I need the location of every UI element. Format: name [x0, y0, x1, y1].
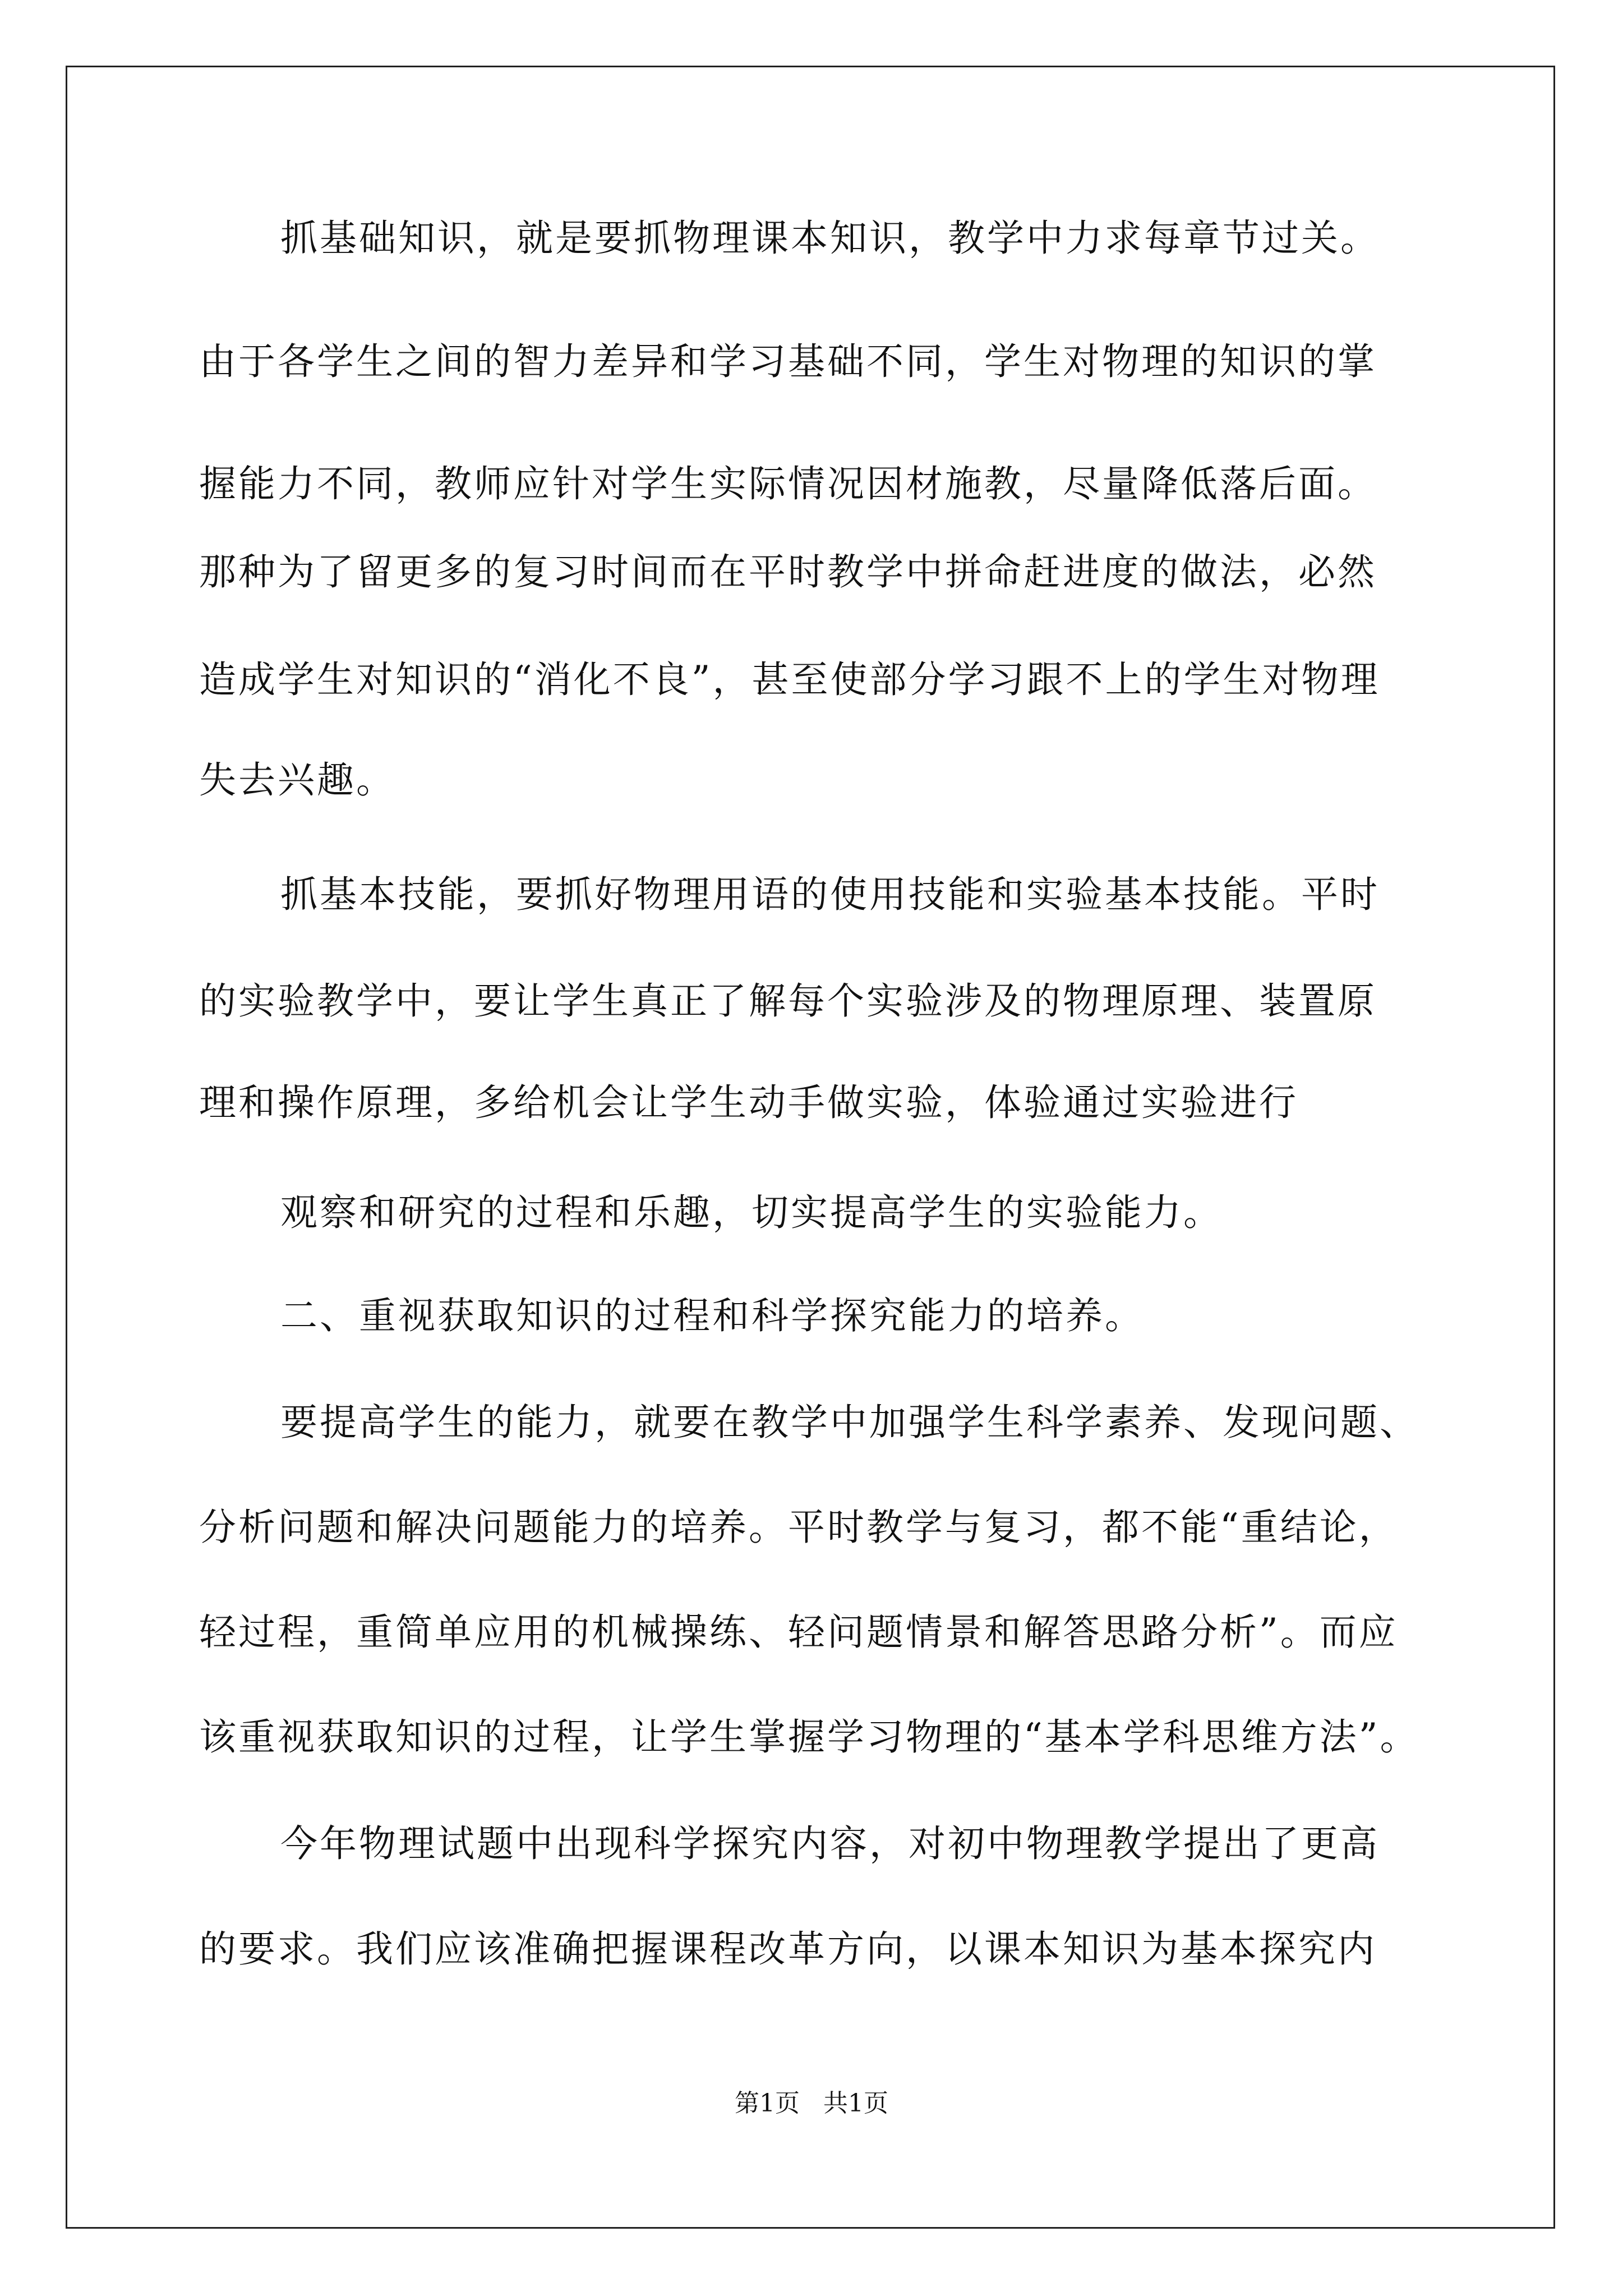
- text-line: 抓基本技能，要抓好物理用语的使用技能和实验基本技能。平时: [280, 873, 1380, 916]
- text-line: 造成学生对知识的“消化不良”，甚至使部分学习跟不上的学生对物理: [199, 658, 1380, 701]
- text-line: 握能力不同，教师应针对学生实际情况因材施教，尽量降低落后面。: [199, 462, 1377, 505]
- text-line: 理和操作原理，多给机会让学生动手做实验，体验通过实验进行: [199, 1081, 1298, 1124]
- text-line: 观察和研究的过程和乐趣，切实提高学生的实验能力。: [280, 1191, 1223, 1234]
- text-line: 分析问题和解决问题能力的培养。平时教学与复习，都不能“重结论，: [199, 1506, 1398, 1549]
- text-line: 失去兴趣。: [199, 758, 395, 802]
- page-number-footer: 第1页 共1页: [735, 2089, 888, 2118]
- text-line: 要提高学生的能力，就要在教学中加强学生科学素养、发现问题、: [280, 1401, 1419, 1444]
- page-border: [66, 66, 1555, 2229]
- text-line: 那种为了留更多的复习时间而在平时教学中拼命赶进度的做法，必然: [199, 550, 1377, 593]
- text-line: 抓基础知识，就是要抓物理课本知识，教学中力求每章节过关。: [280, 217, 1380, 260]
- section-heading: 二、重视获取知识的过程和科学探究能力的培养。: [280, 1294, 1144, 1337]
- text-line: 今年物理试题中出现科学探究内容，对初中物理教学提出了更高: [280, 1822, 1380, 1865]
- text-line: 的实验教学中，要让学生真正了解每个实验涉及的物理原理、装置原: [199, 979, 1377, 1023]
- text-line: 该重视获取知识的过程，让学生掌握学习物理的“基本学科思维方法”。: [199, 1715, 1419, 1759]
- text-line: 轻过程，重简单应用的机械操练、轻问题情景和解答思路分析”。而应: [199, 1611, 1398, 1654]
- text-line: 由于各学生之间的智力差异和学习基础不同，学生对物理的知识的掌: [199, 340, 1377, 383]
- text-line: 的要求。我们应该准确把握课程改革方向，以课本知识为基本探究内: [199, 1927, 1377, 1971]
